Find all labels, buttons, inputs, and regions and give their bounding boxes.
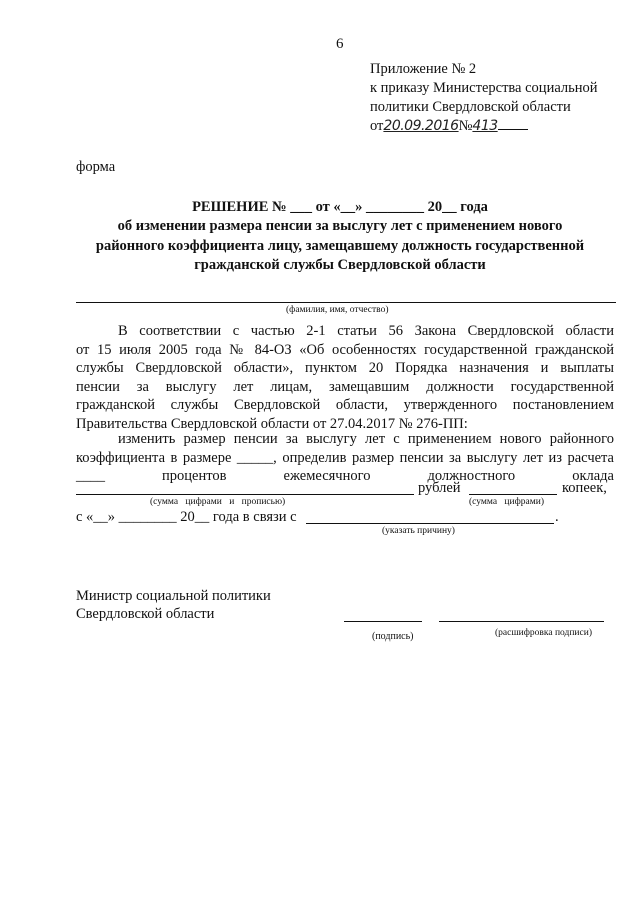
reason-line-text: с «__» ________ 20__ года в связи с [76,509,297,525]
handwritten-number: 413 [472,118,498,134]
sum-words-caption: (сумма цифрами и прописью) [150,497,286,507]
appendix-line-3: политики Свердловской области [370,99,571,115]
reason-caption: (указать причину) [382,526,455,536]
appendix-line-1: Приложение № 2 [370,61,477,77]
decision-title: РЕШЕНИЕ № ___ от «__» ________ 20__ года [192,199,488,215]
reason-period: . [555,509,559,525]
rubles-label: рублей [418,480,461,496]
sum-digits-caption: (сумма цифрами) [469,497,544,507]
salary-word: оклада [572,468,614,484]
date-prefix: от [370,118,384,134]
minister-title-line-1: Министр социальной политики [76,588,271,604]
decision-paragraph [76,430,614,486]
sum-words-line [76,494,414,495]
paragraph-line-2: от 15 июля 2005 года № 84-ОЗ «Об особенностях государственной гражданской [76,341,614,358]
signature-decode-line [439,621,604,622]
number-prefix: № [458,118,473,134]
paragraph-line-6: Правительства Свердловской области от 27.04.2017 № 276-ПП: [76,415,468,432]
percent-blank: ____ [76,468,105,484]
minister-title-line-2: Свердловской области [76,606,215,622]
paragraph-line-4: пенсии за выслугу лет лицам, замещавшим должности государственной [76,378,614,395]
percent-word: процентов [162,468,227,484]
signature-decode-caption: (расшифровка подписи) [495,628,592,638]
fio-caption: (фамилия, имя, отчество) [286,305,389,315]
reason-line [306,523,554,524]
decision-line-3 [76,467,614,486]
paragraph-line-3: службы Свердловской области», пунктом 20 Порядка назначения и выплаты [76,360,614,376]
decision-line-2: коэффициента в размере _____, определив размер пенсии за выслугу лет из расчета [76,449,614,466]
paragraph-line-1: В соответствии с частью 2-1 статьи 56 Закона Свердловской области [118,323,614,339]
page-number: 6 [336,36,344,52]
kopecks-label: копеек, [562,480,607,496]
official-word: должностного [427,468,516,484]
subtitle-line-3: гражданской службы Свердловской области [194,257,486,273]
decision-subtitle [76,217,604,276]
signature-block [76,587,271,623]
subtitle-line-2: районного коэффициента лицу, замещавшему должность государственной [95,237,585,254]
form-label: форма [76,159,116,175]
appendix-line-2: к приказу Министерства социальной [370,80,598,96]
fio-line [76,302,616,303]
decision-line-1: изменить размер пенсии за выслугу лет с применением нового районного [118,431,614,447]
handwritten-date: 20.09.2016 [383,118,459,134]
appendix-date-line [370,117,598,136]
number-underline [498,128,528,130]
signature-caption [372,626,414,644]
subtitle-line-1: об изменении размера пенсии за выслугу лет с применением нового [117,218,563,234]
paragraph-line-5: гражданской службы Свердловской области, утвержденного постановлением [76,397,614,413]
basis-paragraph [76,322,614,433]
appendix-header [370,60,598,136]
sum-digits-line [469,494,557,495]
signature-caption-text: (подпись) [372,631,414,642]
signature-line [344,621,422,622]
monthly-word: ежемесячного [283,468,371,484]
